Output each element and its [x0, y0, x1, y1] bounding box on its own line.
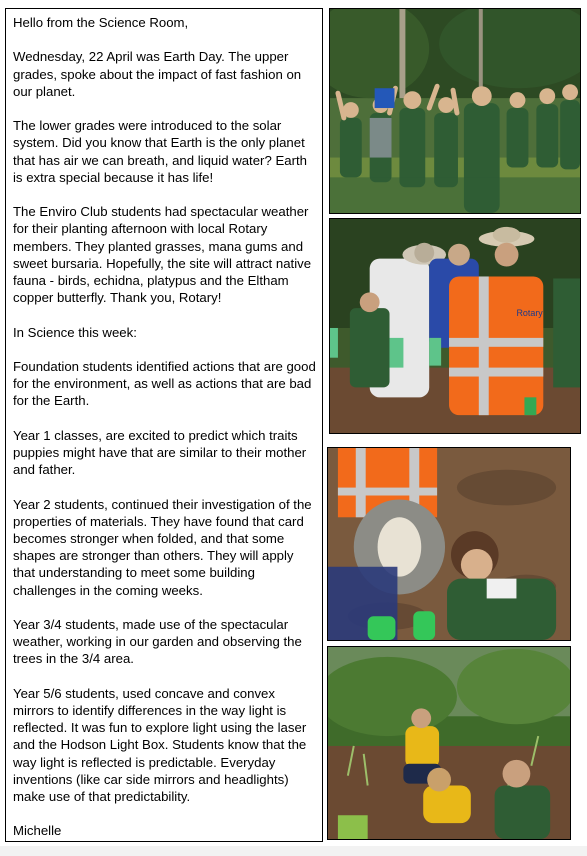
photo-garden-students-image — [328, 647, 570, 839]
photo-rotary-planting — [329, 218, 581, 434]
photo-rotary-planting-image — [330, 219, 580, 433]
paragraph-year-2: Year 2 students, continued their investigation of the properties of materials. They have found that card becomes stronger when folded, and that some shapes are stronger than others. They will apply that understanding to meet some building challenges in the coming weeks. — [13, 496, 312, 598]
paragraph-earth-day: Wednesday, 22 April was Earth Day. The upper grades, spoke about the impact of fast fashion on our planet. — [13, 49, 302, 99]
newsletter-text-box — [5, 8, 323, 842]
paragraph-year-5-6: Year 5/6 students, used concave and convex mirrors to identify differences in the way light is reflected. It was fun to explore light using the laser and the Hodson Light Box. Students know that the way light is reflected is predictable. Everyday inventions (like car side mirrors and headlights) make use of that predictability. — [13, 685, 307, 804]
paragraph-year-3-4: Year 3/4 students, made use of the spectacular weather, working in our garden and observing the trees in the 3/4 area. — [13, 616, 302, 667]
signature: Michelle — [13, 823, 62, 839]
photo-students-earth-day-image — [330, 9, 580, 213]
photo-garden-students — [327, 646, 571, 840]
paragraph-solar-system: The lower grades were introduced to the solar system. Did you know that Earth is the only planet that has air we can breath, and liquid water? Earth is extra special because it has life! — [13, 118, 307, 185]
paragraph-science-week: In Science this week: — [13, 324, 137, 340]
vest-text: Rotary — [516, 308, 543, 319]
paragraph-year-1: Year 1 classes, are excited to predict which traits puppies might have that are similar to their mother and father. — [13, 427, 307, 478]
photo-planting-closeup — [327, 447, 571, 641]
paragraph-foundation: Foundation students identified actions that are good for the environment, as well as actions that are bad for the Earth. — [13, 358, 316, 409]
paragraph-enviro-club: The Enviro Club students had spectacular weather for their planting afternoon with local Rotary members. They planted grasses, mana gums and sweet bursaria. Hopefully, the site will attract native fauna - birds, echidna, platypus and the Eltham copper butterfly. Thank you, Rotary! — [13, 204, 312, 306]
page-footer-strip — [0, 846, 587, 856]
photo-planting-closeup-image — [328, 448, 570, 640]
greeting: Hello from the Science Room, — [13, 15, 189, 30]
photo-students-earth-day — [329, 8, 581, 214]
